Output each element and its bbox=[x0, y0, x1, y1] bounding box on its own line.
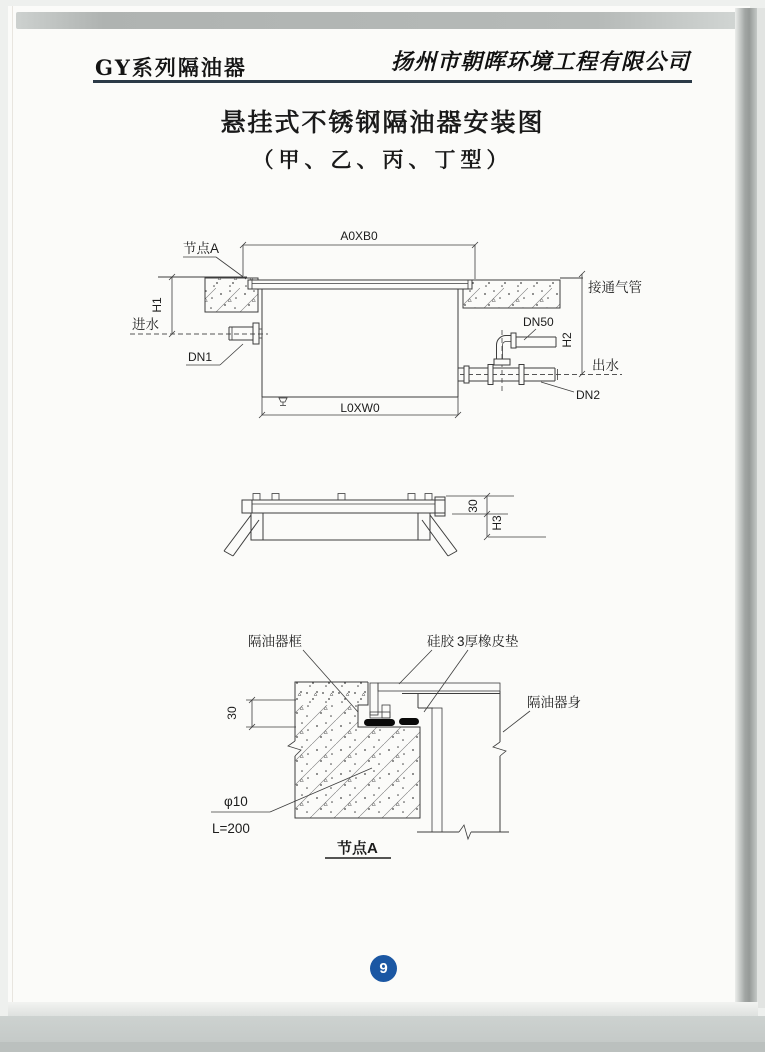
detail-cover-plate bbox=[378, 683, 500, 691]
drain-fitting bbox=[279, 398, 287, 402]
company-name: 扬州市朝晖环境工程有限公司 bbox=[390, 49, 690, 75]
dim-cover-thickness: 30 bbox=[466, 499, 480, 513]
body-label: 隔油器身 bbox=[527, 695, 581, 710]
bolt bbox=[425, 494, 432, 501]
bolt bbox=[338, 494, 345, 501]
dimension-l0xw0 bbox=[259, 397, 461, 418]
dimension-a0xb0 bbox=[240, 229, 478, 279]
break-symbol bbox=[493, 742, 506, 756]
rubber-pad-label: 3厚橡皮垫 bbox=[457, 634, 519, 649]
scan-top-shadow bbox=[16, 12, 742, 29]
frame-label: 隔油器框 bbox=[248, 634, 302, 649]
outlet-assembly bbox=[458, 315, 622, 402]
cover-section-diagram bbox=[224, 493, 546, 556]
dim-seat-depth: 30 bbox=[225, 706, 239, 720]
anchor-diameter-label: φ10 bbox=[224, 794, 248, 809]
frame-wall-right bbox=[418, 513, 430, 540]
bolt bbox=[408, 494, 415, 501]
support-leg-right bbox=[422, 515, 457, 556]
header-rule bbox=[93, 80, 692, 83]
installation-drawing bbox=[100, 210, 700, 890]
inlet-dn-label: DN1 bbox=[188, 350, 213, 364]
inlet-assembly bbox=[130, 316, 268, 365]
silicone-label: 硅胶 bbox=[427, 634, 454, 649]
bolt bbox=[272, 494, 279, 501]
page-bottom-edge bbox=[8, 1002, 758, 1016]
detail-body-wall bbox=[417, 691, 509, 839]
tank-body bbox=[262, 289, 458, 406]
dim-bottom-label: L0XW0 bbox=[340, 401, 380, 415]
top-diagram bbox=[130, 229, 642, 418]
detail-title: 节点A bbox=[337, 840, 378, 857]
concrete-right bbox=[463, 280, 560, 308]
inlet-label: 进水 bbox=[132, 317, 159, 332]
scan-bottom-edge bbox=[0, 1042, 765, 1052]
anchor-length-label: L=200 bbox=[212, 821, 250, 836]
node-callout-label: 节点A bbox=[183, 241, 220, 256]
vent-pipe-label: 接通气管 bbox=[588, 280, 642, 295]
outlet-label: 出水 bbox=[592, 358, 619, 373]
dim-h3-label: H3 bbox=[490, 515, 504, 531]
page-number-badge: 9 bbox=[370, 955, 397, 982]
detail-concrete bbox=[288, 682, 420, 818]
page-subtitle: （甲、乙、丙、丁型） bbox=[252, 149, 513, 172]
dim-top-label: A0XB0 bbox=[340, 229, 378, 243]
node-a-detail bbox=[211, 633, 581, 858]
scan-bottom-shadow bbox=[0, 1016, 765, 1042]
support-leg-left bbox=[224, 515, 259, 556]
dimension-seat-depth bbox=[225, 697, 296, 730]
frame-wall-left bbox=[251, 513, 263, 540]
bolt bbox=[253, 494, 260, 501]
cover-slab bbox=[248, 280, 472, 289]
page-title: 悬挂式不锈钢隔油器安装图 bbox=[220, 109, 545, 137]
dimension-30-h3 bbox=[446, 493, 546, 540]
series-title: GY系列隔油器 bbox=[95, 55, 247, 80]
break-symbol bbox=[459, 825, 471, 839]
outlet-dn-label: DN2 bbox=[576, 388, 601, 402]
dim-h1-label: H1 bbox=[150, 297, 164, 313]
vent-dn-label: DN50 bbox=[523, 315, 554, 329]
rubber-pad-left bbox=[364, 719, 395, 726]
rubber-pad-right bbox=[399, 718, 419, 725]
dim-h2-label: H2 bbox=[560, 332, 574, 348]
detail-frame-channel bbox=[370, 683, 390, 718]
node-a-callout bbox=[183, 240, 246, 279]
cover-plate bbox=[242, 500, 445, 513]
